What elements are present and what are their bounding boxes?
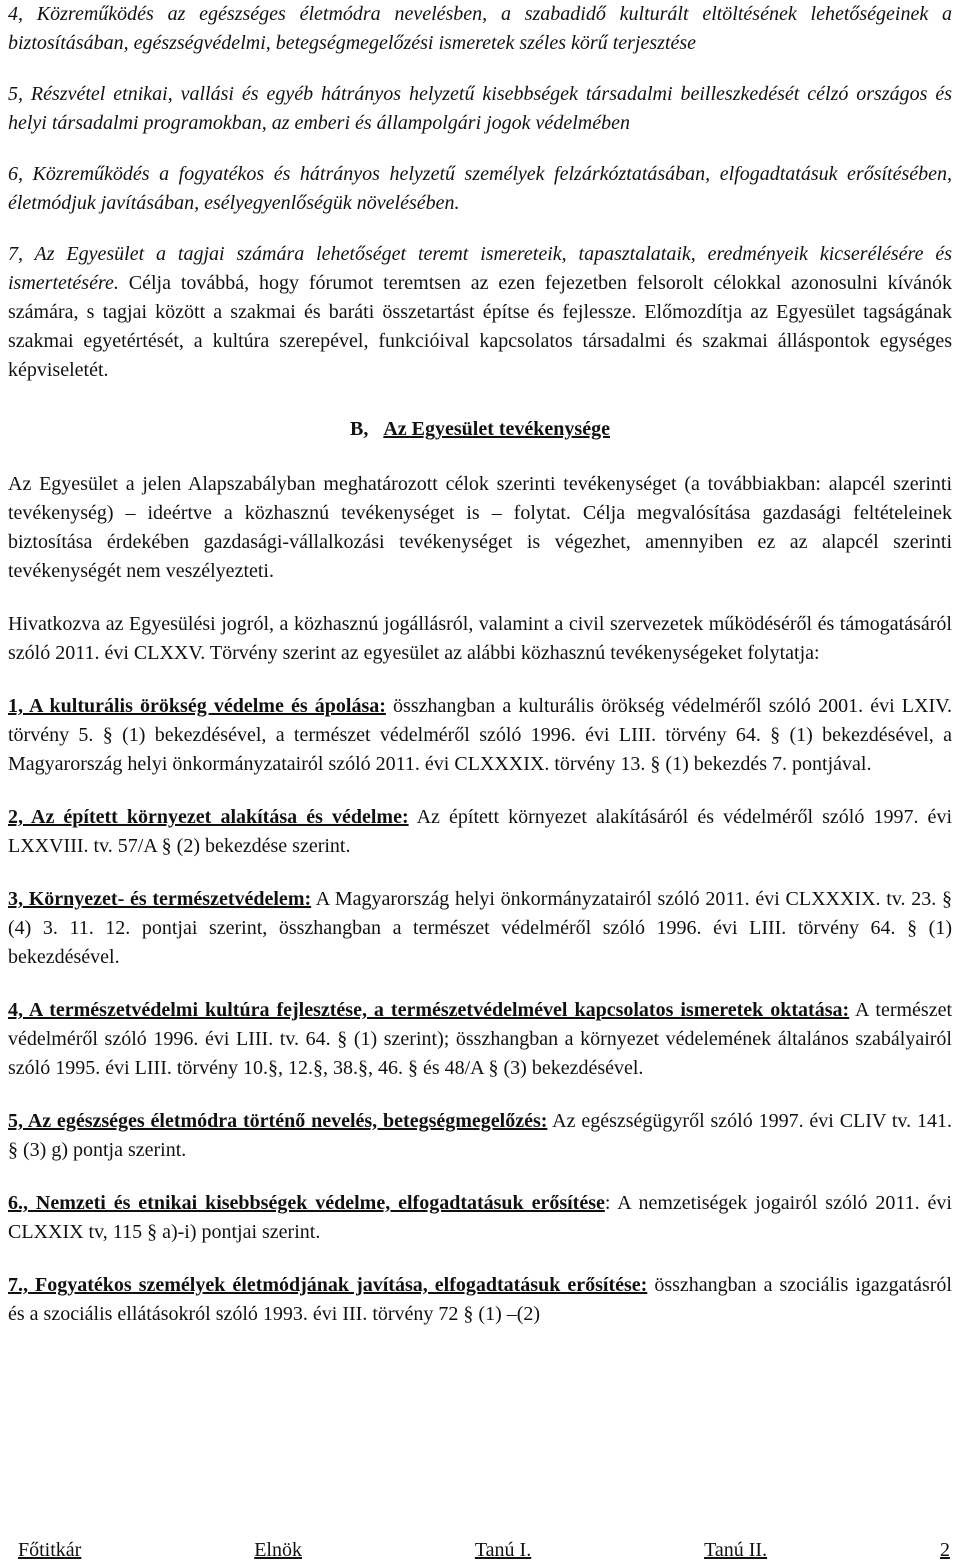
activity-2-title: Az épített környezet alakítása és védelme: (23, 806, 409, 828)
activity-2-text: Az épített környezet alakításáról és védelméről szóló 1997. évi LXXVIII. tv. 57/A § (2) bekezdése szerint. (8, 806, 952, 857)
activity-7-text: összhangban a szociális igazgatásról és a szociális ellátásokról szóló 1993. évi III. törvény 72 § (1) –(2) (8, 1274, 952, 1325)
activity-2-number: 2, (8, 806, 23, 828)
section-b-title: Az Egyesület tevékenysége (383, 418, 610, 440)
activity-6-number: 6., (8, 1192, 28, 1214)
page-number: 2 (939, 1539, 950, 1561)
activity-5-number: 5, (8, 1110, 23, 1132)
goal-item-7 (8, 240, 952, 385)
activity-3-text: A Magyarország helyi önkormányzatairól szóló 2011. évi CLXXXIX. tv. 23. § (4) 3. 11. 12. pontjai szerint, összhangban a természet védelméről szóló 1996. évi LIII. törvény 64. § (1) bekezdésével. (8, 888, 952, 968)
footer-witness-1: Tanú I. (474, 1539, 532, 1561)
goal-item-7-body: Célja továbbá, hogy fórumot teremtsen az ezen fejezetben felsorolt célokkal azonosulni kívánók számára, s tagjai között a szakmai és baráti összetartást építse és fejlessze. Előmozdítja az Egyesület tagságának szakmai egyetértését, a kultúra szerepével, funkcióival kapcsolatos társadalmi és szakmai álláspontok egységes képviseletét. (8, 272, 952, 381)
footer-secretary-general: Főtitkár (18, 1539, 82, 1561)
activity-3-number: 3, (8, 888, 23, 910)
activity-1 (8, 692, 952, 779)
activity-6-title: Nemzeti és etnikai kisebbségek védelme, elfogadtatásuk erősítése (28, 1192, 605, 1214)
goal-item-6 (8, 160, 952, 218)
activity-2 (8, 803, 952, 861)
activity-5-text: Az egészségügyről szóló 1997. évi CLIV tv. 141. § (3) g) pontja szerint. (8, 1110, 952, 1161)
activity-1-title: A kulturális örökség védelme és ápolása: (23, 695, 386, 717)
activity-3-title: Környezet- és természetvédelem: (23, 888, 312, 910)
activity-1-number: 1, (8, 695, 23, 717)
activity-5 (8, 1107, 952, 1165)
activity-4 (8, 996, 952, 1083)
section-b-heading (8, 415, 952, 444)
section-b-letter: B, (350, 418, 369, 440)
activity-4-number: 4, (8, 999, 23, 1021)
footer-president: Elnök (254, 1539, 302, 1561)
goal-item-6-line2: elfogadtatásuk erősítésében, életmódjuk javításában, esélyegyenlőségük növelésében. (8, 163, 952, 214)
activity-6 (8, 1189, 952, 1247)
activity-6-text: : A nemzetiségek jogairól szóló 2011. évi CLXXIX tv, 115 § a)-i) pontjai szerint. (8, 1192, 952, 1243)
document-page (8, 0, 952, 1329)
goal-item-5-line3: jogok védelmében (486, 112, 630, 134)
goal-item-4 (8, 0, 952, 58)
goal-item-4-line2: lehetőségeinek a biztosításában, egészségvédelmi, betegségmegelőzési ismeretek széles körű (8, 3, 953, 54)
goal-item-6-line1: 6, Közreműködés a fogyatékos és hátrányos helyzetű személyek felzárkóztatásában, (8, 163, 711, 185)
activity-7-title: Fogyatékos személyek életmódjának javítása, elfogadtatásuk erősítése: (28, 1274, 648, 1296)
goal-item-4-line1: 4, Közreműködés az egészséges életmódra nevelésben, a szabadidő kulturált eltöltésének (8, 3, 797, 25)
goal-item-7-intro: 7, Az Egyesület a tagjai számára lehetőséget teremt ismereteik, tapasztalataik, eredményeik kicserélésére és ismertetésére. (8, 243, 952, 294)
legal-basis-paragraph: Hivatkozva az Egyesülési jogról, a közhasznú jogállásról, valamint a civil szervezetek működéséről és támogatásáról szóló 2011. évi CLXXV. Törvény szerint az egyesület az alábbi közhasznú tevékenységeket folytatja: (8, 613, 952, 664)
activity-7 (8, 1271, 952, 1329)
activity-4-text: A természet védelméről szóló 1996. évi LIII. tv. 64. § (1) szerint); összhangban a környezet védelemének általános szabályairól szóló 1995. évi LIII. törvény 10.§, 12.§, 38.§, 46. § és 48/A § (3) bekezdésével. (8, 999, 953, 1079)
signature-footer (18, 1536, 950, 1565)
activity-3 (8, 885, 952, 972)
activity-4-title: A természetvédelmi kultúra fejlesztése, a természetvédelmével kapcsolatos ismeretek oktatása: (23, 999, 850, 1021)
footer-witness-2: Tanú II. (704, 1539, 768, 1561)
activity-1-text: összhangban a kulturális örökség védelméről szóló 2001. évi LXIV. törvény 5. § (1) bekezdésével, a természet védelméről szóló 1996. évi LIII. törvény 64. § (1) bekezdésével, a Magyarország helyi önkormányzatairól szóló 2011. évi CLXXXIX. törvény 13. § (1) bekezdés 7. pontjával. (8, 695, 952, 775)
goal-item-5-line2: beilleszkedését célzó országos és helyi társadalmi programokban, az emberi és állampolgári (8, 83, 952, 134)
activity-paragraph: Az Egyesület a jelen Alapszabályban meghatározott célok szerinti tevékenységet (a továbbiakban: alapcél szerinti tevékenység) – ideértve a közhasznú tevékenységet is – folytat. Célja megvalósítása gazdasági feltételeinek biztosítása érdekében gazdasági-vállalkozási tevékenységet is végezhet, amennyiben ez az alapcél szerinti tevékenységét nem veszélyezteti. (8, 473, 952, 582)
goal-item-5 (8, 80, 952, 138)
goal-item-4-line3: terjesztése (612, 32, 696, 54)
activity-7-number: 7., (8, 1274, 28, 1296)
goal-item-5-line1: 5, Részvétel etnikai, vallási és egyéb hátrányos helyzetű kisebbségek társadalmi (8, 83, 673, 105)
activity-5-title: Az egészséges életmódra történő nevelés, betegségmegelőzés: (23, 1110, 548, 1132)
